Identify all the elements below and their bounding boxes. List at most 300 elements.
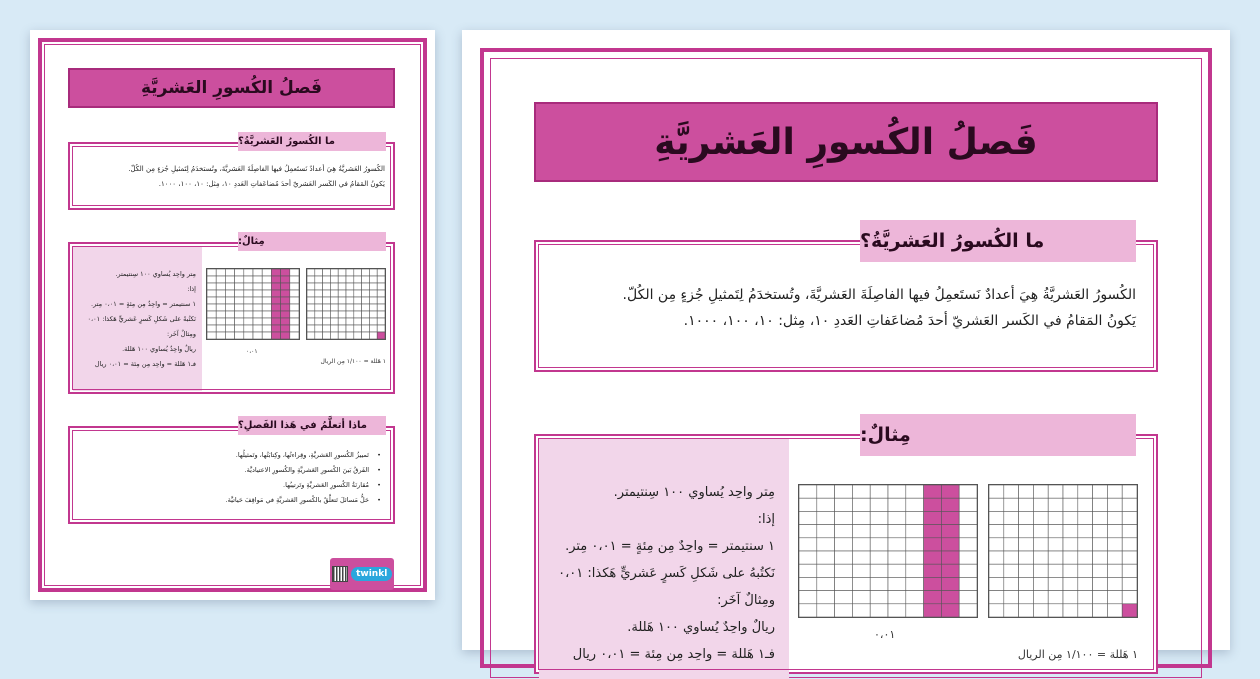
grid-cell [216, 318, 225, 325]
grid-cell [354, 318, 362, 325]
grid-cell [207, 304, 216, 311]
grid-cell-filled [271, 325, 280, 332]
grid-cell [346, 283, 354, 290]
grid-cell [346, 325, 354, 332]
grid-cell [835, 591, 853, 604]
grid-cell-filled [924, 538, 942, 551]
grid-cell [1004, 551, 1019, 564]
what-line2: يَكونُ المَقامُ في الكَسر العَشريّ أحدَ مُضاعَفاتِ العَددِ ١٠، مِثل: ١٠، ١٠٠، ١٠٠٠. [683, 313, 1136, 329]
grid-cell [1048, 525, 1063, 538]
grid-cell [362, 332, 370, 339]
grid-cell [330, 269, 338, 276]
grid-cell [235, 311, 244, 318]
example-line: إذا: [757, 512, 775, 527]
grid-cell [1078, 577, 1093, 590]
what-text [552, 282, 1136, 334]
what-heading-text: ما الكُسورُ العَشريَّةُ؟ [860, 230, 1045, 252]
grid-cell [1019, 564, 1034, 577]
grid-cell [253, 304, 262, 311]
grid-cell [835, 538, 853, 551]
grid-cell [870, 551, 888, 564]
grid-cell-filled [924, 577, 942, 590]
grid-cell [817, 564, 835, 577]
grid-cell [1019, 511, 1034, 524]
grid-cell [354, 304, 362, 311]
grid-cell [835, 485, 853, 498]
grid-cell [906, 577, 924, 590]
grid-cell [262, 276, 271, 283]
grid-cell [870, 511, 888, 524]
grid-cell [315, 318, 323, 325]
grid-cell [888, 485, 906, 498]
grid-cell [1033, 551, 1048, 564]
grid-cell [354, 283, 362, 290]
grid-cell [1078, 485, 1093, 498]
grid-cell-filled [941, 604, 959, 617]
grid-cell [1048, 564, 1063, 577]
grid-cell [870, 538, 888, 551]
grid-cell [1078, 604, 1093, 617]
grid-cell-filled [941, 538, 959, 551]
grid-cell [989, 538, 1004, 551]
grid-cell [362, 276, 370, 283]
grid-cell [1107, 485, 1122, 498]
grid-cell [338, 283, 346, 290]
grid-cell [799, 485, 817, 498]
twinkl-brand: twinkl [351, 567, 392, 581]
grid-cell [290, 304, 299, 311]
grid-cell [1122, 577, 1137, 590]
grid-cell [817, 604, 835, 617]
grid-cell [888, 511, 906, 524]
grid-cell [906, 525, 924, 538]
grid-cell [799, 511, 817, 524]
grid-cell [244, 276, 253, 283]
grid-cell [315, 269, 323, 276]
grid-cell [835, 577, 853, 590]
grid-cell [207, 290, 216, 297]
grid-cell [1093, 511, 1108, 524]
grid-cell [1063, 551, 1078, 564]
grid-cell [852, 604, 870, 617]
grid-cell-filled [281, 304, 290, 311]
grid-cell [1122, 591, 1137, 604]
grid-cell [253, 318, 262, 325]
grid-cell-filled [941, 591, 959, 604]
grid-cell-filled [271, 311, 280, 318]
grid-cell-filled [924, 498, 942, 511]
grid-cell [888, 538, 906, 551]
grid-cell [225, 269, 234, 276]
grid-cell [852, 511, 870, 524]
grid-cell [1063, 511, 1078, 524]
grid-cell [338, 318, 346, 325]
small-example-line: مِتر واحِد يُساوي ١٠٠ سِنتيمتر. [115, 270, 196, 278]
grid-cell [207, 325, 216, 332]
grid-cell [216, 304, 225, 311]
grid-cell [799, 498, 817, 511]
grid-cell [1107, 538, 1122, 551]
grid-cell [377, 311, 385, 318]
grid-cell [817, 538, 835, 551]
grid-cell [906, 498, 924, 511]
grid-cell [1122, 551, 1137, 564]
grid-cell [1004, 525, 1019, 538]
grid-cell [1033, 564, 1048, 577]
grid-cell [307, 332, 315, 339]
grid-cell [253, 290, 262, 297]
grid-cell [1048, 538, 1063, 551]
grid-cell [207, 332, 216, 339]
grid-tenth [798, 484, 978, 618]
grid-cell [1033, 485, 1048, 498]
small-example-line: إذا: [187, 285, 196, 293]
grid-cell [362, 297, 370, 304]
grid-cell [835, 498, 853, 511]
grid-cell [216, 283, 225, 290]
grid-cell [323, 318, 331, 325]
small-example-box [68, 242, 395, 394]
small-learn-list [78, 448, 381, 508]
grid-cell [235, 318, 244, 325]
grid-cell [835, 551, 853, 564]
grid-cell [989, 511, 1004, 524]
grid-cell [362, 311, 370, 318]
example-line: فـ١ هَللة = واحِد مِن مِئة = ٠،٠١ ريال [572, 647, 775, 662]
grid-cell [235, 290, 244, 297]
grid-cell-filled [941, 577, 959, 590]
grid-cell [323, 283, 331, 290]
grid-cell [817, 577, 835, 590]
grid-cell [835, 604, 853, 617]
grid-cell [1107, 604, 1122, 617]
grid-cell [1107, 591, 1122, 604]
grid-cell [346, 290, 354, 297]
grid-cell-filled [281, 332, 290, 339]
grid-cell [799, 577, 817, 590]
grid-cell [244, 318, 253, 325]
grid-cell [346, 269, 354, 276]
grid-cell [1063, 538, 1078, 551]
grid-cell [235, 304, 244, 311]
grid-cell [362, 318, 370, 325]
grid-cell [315, 283, 323, 290]
grid-cell [338, 269, 346, 276]
grid-cell [362, 325, 370, 332]
grid-cell [369, 332, 377, 339]
grid-cell [216, 276, 225, 283]
small-what-box [68, 142, 395, 210]
grid-cell [244, 297, 253, 304]
grid-cell [262, 297, 271, 304]
grid-cell [817, 485, 835, 498]
grid-cell [1033, 604, 1048, 617]
grid-cell [870, 564, 888, 577]
grid-cell [262, 304, 271, 311]
grid-cell [1093, 525, 1108, 538]
grid-cell [354, 276, 362, 283]
grid-cell [906, 591, 924, 604]
grid-cell [330, 304, 338, 311]
grid-cell [1078, 498, 1093, 511]
grid-cell [1048, 604, 1063, 617]
small-grid-tenth-svg [207, 269, 299, 339]
grid-cell [1078, 538, 1093, 551]
grid-cell [323, 276, 331, 283]
qr-code-icon [332, 566, 348, 582]
grid-cell [354, 325, 362, 332]
small-grid-hundredth-svg [307, 269, 385, 339]
twinkl-logo [330, 558, 394, 590]
grid-cell [307, 290, 315, 297]
example-heading [860, 414, 1136, 456]
grid-cell [338, 297, 346, 304]
grid-cell [290, 276, 299, 283]
grid-cell [989, 564, 1004, 577]
grid-cell [262, 318, 271, 325]
grid-cell [307, 283, 315, 290]
grid-cell [307, 325, 315, 332]
grid-cell [1093, 564, 1108, 577]
small-learn-item: • حَلُّ مَسائلَ تَتعلَّقُ بالكُسورِ العَشريَّةِ في مَواقِفَ حَياتيَّة. [78, 493, 381, 508]
grid-cell [1019, 538, 1034, 551]
grid-cell-filled [924, 551, 942, 564]
grid-cell [1048, 485, 1063, 498]
grid-cell [1122, 511, 1137, 524]
grid-cell [817, 551, 835, 564]
example-line: ريالٌ واحِدٌ يُساوي ١٠٠ هَللة. [627, 620, 775, 635]
grid-tenth-svg [799, 485, 977, 617]
grid-cell-filled [941, 498, 959, 511]
grid-cell [888, 564, 906, 577]
grid-cell [1078, 551, 1093, 564]
grid-cell [835, 525, 853, 538]
grid-cell [1048, 577, 1063, 590]
small-what-line2: يَكونُ المَقامُ في الكَسر العَشريّ أحدَ مُضاعَفاتِ العَددِ ١٠، مِثل: ١٠، ١٠٠، ١٠٠٠. [158, 180, 385, 188]
example-line: نَكتُبهُ على شَكلِ كَسرٍ عَشريٍّ هَكذا: ٠،٠١ [558, 566, 775, 581]
grid-cell [1004, 564, 1019, 577]
grid-cell [253, 276, 262, 283]
grid-cell [852, 577, 870, 590]
grid-cell [323, 332, 331, 339]
grid-cell [262, 283, 271, 290]
grid-cell [1063, 485, 1078, 498]
grid-cell [369, 311, 377, 318]
grid-cell [244, 269, 253, 276]
grid-cell [799, 525, 817, 538]
grid-cell [1093, 551, 1108, 564]
grid-cell [906, 564, 924, 577]
small-what-line1: الكُسورُ العَشريَّةُ هِيَ أعدادٌ نَستَعمِلُ فيها الفاصِلَةَ العَشريَّةَ، وتُستخدَمُ لِتَمثيلِ جُزءٍ مِن الكُلّ. [128, 165, 385, 173]
grid-cell [1122, 498, 1137, 511]
grid-cell [1033, 591, 1048, 604]
grid-cell [235, 283, 244, 290]
grid-cell [852, 485, 870, 498]
grid-cell [369, 269, 377, 276]
grid-cell [1093, 591, 1108, 604]
grid-cell [290, 269, 299, 276]
grid-cell [244, 290, 253, 297]
large-page-title-text: فَصلُ الكُسورِ العَشريَّةِ [654, 121, 1038, 163]
what-line1: الكُسورُ العَشريَّةُ هِيَ أعدادٌ نَستَعمِلُ فيها الفاصِلَةَ العَشريَّةَ، وتُستخدَمُ لِتَمثيلِ جُزءٍ مِن الكُلّ. [622, 287, 1136, 303]
grid-cell [870, 591, 888, 604]
grid-cell [888, 551, 906, 564]
grid-cell [870, 485, 888, 498]
small-page-title [68, 68, 395, 108]
grid-cell [959, 591, 977, 604]
grid-cell [959, 511, 977, 524]
small-example-line: ومِثالٌ آخَر: [167, 330, 196, 338]
grid-cell [315, 290, 323, 297]
grid-hundredth [988, 484, 1138, 618]
grid-cell [906, 485, 924, 498]
grid-cell [369, 283, 377, 290]
grid-cell [354, 311, 362, 318]
grid-cell [989, 551, 1004, 564]
grid-cell-filled [271, 297, 280, 304]
grid-cell [225, 325, 234, 332]
grid-cell [1019, 551, 1034, 564]
grid-cell [207, 283, 216, 290]
grid-cell [989, 591, 1004, 604]
grid-cell-filled [924, 511, 942, 524]
grid-cell-filled [924, 604, 942, 617]
grid-cell [338, 276, 346, 283]
small-example-heading-text: مِثالٌ: [238, 236, 265, 247]
small-example-line: نَكتُبهُ على شَكلِ كَسرٍ عَشريٍّ هَكذا: ٠،٠١ [87, 315, 196, 323]
grid-cell [235, 325, 244, 332]
grid-cell [323, 297, 331, 304]
grid-cell [1122, 525, 1137, 538]
grid-cell [323, 290, 331, 297]
grid-cell [323, 325, 331, 332]
grid-cell [1078, 511, 1093, 524]
grid-cell [959, 538, 977, 551]
grid-cell [225, 332, 234, 339]
grid-cell [852, 498, 870, 511]
grid-cell [1048, 551, 1063, 564]
grid-cell [1078, 525, 1093, 538]
grid-cell [817, 525, 835, 538]
grid-cell [338, 332, 346, 339]
grid-cell [1107, 551, 1122, 564]
grid-cell [1004, 498, 1019, 511]
grid-cell [1093, 538, 1108, 551]
grid-cell-filled [941, 551, 959, 564]
grid-cell [1063, 525, 1078, 538]
grid-cell [1063, 591, 1078, 604]
grid-cell [1122, 538, 1137, 551]
grid-cell-filled [941, 564, 959, 577]
small-example-line: ١ سنتيمتر = واحِدٌ مِن مِئةٍ = ٠،٠١ مِتر. [91, 300, 196, 308]
grid-cell [1033, 498, 1048, 511]
grid-cell [377, 297, 385, 304]
grid-cell [253, 283, 262, 290]
grid-cell [338, 311, 346, 318]
grid-cell [1063, 564, 1078, 577]
grid-cell [377, 325, 385, 332]
grid-cell [262, 269, 271, 276]
grid-cell [354, 269, 362, 276]
small-example-line: ريالٌ واحِدٌ يُساوي ١٠٠ هَللة. [122, 345, 196, 353]
grid-cell [369, 276, 377, 283]
grid-cell [1093, 485, 1108, 498]
grid-hundredth-svg [989, 485, 1137, 617]
grid-cell-filled [281, 269, 290, 276]
grid-cell [330, 297, 338, 304]
grid-cell [290, 283, 299, 290]
grid-cell [262, 311, 271, 318]
grid-cell [1033, 525, 1048, 538]
grid-cell [959, 577, 977, 590]
grid-cell-filled [281, 325, 290, 332]
small-learn-heading-text: ماذا أتعلَّمُ في هَذا الفَصلِ؟ [238, 420, 367, 431]
grid-cell [1019, 525, 1034, 538]
grid-cell [307, 276, 315, 283]
grid-cell [870, 525, 888, 538]
grid-cell [799, 591, 817, 604]
grid-cell [1019, 485, 1034, 498]
grid-cell [1107, 498, 1122, 511]
small-grid-caption-right: ١ هَللة = ١/١٠٠ مِن الريال [320, 358, 386, 365]
grid-cell [852, 564, 870, 577]
grid-cell-filled [281, 276, 290, 283]
grid-cell [1033, 511, 1048, 524]
grid-cell [354, 332, 362, 339]
grid-cell [323, 269, 331, 276]
grid-cell [307, 269, 315, 276]
grid-cell [1107, 525, 1122, 538]
example-heading-text: مِثالٌ: [860, 424, 911, 446]
grid-cell [323, 311, 331, 318]
grid-cell [1004, 604, 1019, 617]
grid-cell-filled [281, 283, 290, 290]
grid-cell [799, 564, 817, 577]
grid-cell [1019, 604, 1034, 617]
grid-cell [1033, 538, 1048, 551]
grid-cell [817, 591, 835, 604]
grid-cell-filled [271, 332, 280, 339]
grid-cell [959, 525, 977, 538]
grid-cell [369, 304, 377, 311]
grid-cell [244, 311, 253, 318]
grid-cell [852, 538, 870, 551]
grid-cell [362, 290, 370, 297]
large-page-title [534, 102, 1158, 182]
grid-cell [338, 325, 346, 332]
grid-cell [262, 325, 271, 332]
small-learn-box [68, 426, 395, 524]
grid-cell [1048, 511, 1063, 524]
grid-cell [377, 290, 385, 297]
grid-cell-filled [271, 269, 280, 276]
grid-cell [888, 604, 906, 617]
grid-cell [959, 604, 977, 617]
grid-cell-filled [941, 485, 959, 498]
grid-cell [235, 276, 244, 283]
grid-cell [989, 525, 1004, 538]
grid-cell [959, 564, 977, 577]
grid-cell [225, 283, 234, 290]
grid-cell-filled [924, 485, 942, 498]
grid-cell [216, 269, 225, 276]
grid-cell [369, 325, 377, 332]
grid-cell [225, 311, 234, 318]
grid-cell-filled [281, 318, 290, 325]
grid-cell [338, 290, 346, 297]
grid-cell [207, 311, 216, 318]
grid-cell [346, 318, 354, 325]
